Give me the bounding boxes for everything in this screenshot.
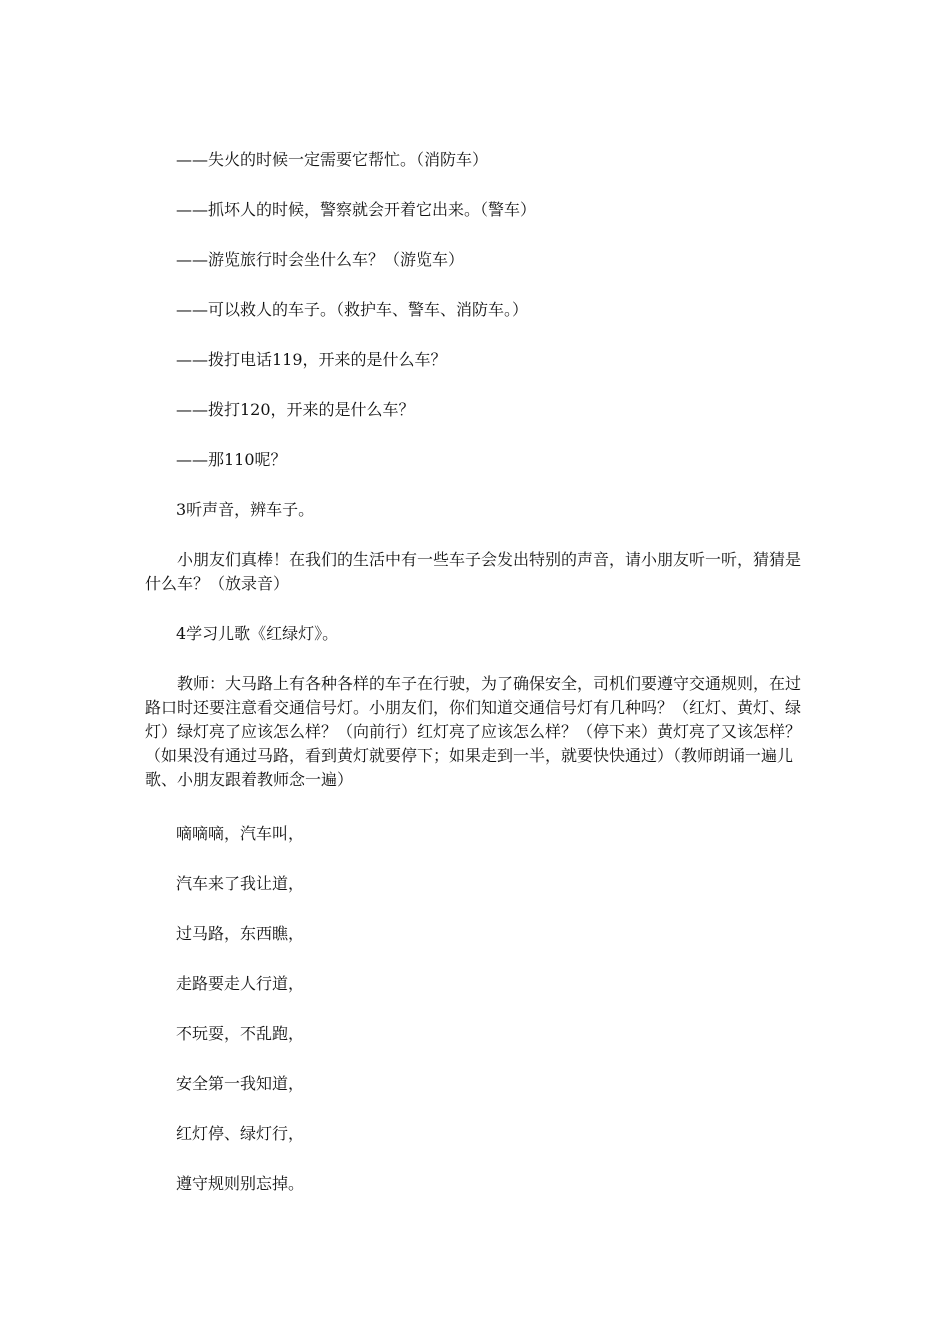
song-line: 不玩耍，不乱跑， [176,1024,305,1043]
song-line: 安全第一我知道， [176,1074,305,1093]
qa-line-fire-truck: ——失火的时候一定需要它帮忙。（消防车） [176,150,489,169]
section-heading-listen: 3听声音，辨车子。 [176,500,315,519]
qa-line-rescue-vehicles: ——可以救人的车子。（救护车、警车、消防车。） [176,300,529,319]
qa-line-119: ——拨打电话119，开来的是什么车？ [176,350,447,369]
qa-line-110: ——那110呢？ [176,450,287,469]
song-line: 走路要走人行道， [176,974,305,993]
song-line: 过马路，东西瞧， [176,924,305,943]
qa-line-tour-bus: ——游览旅行时会坐什么车？（游览车） [176,250,465,269]
section-heading-song: 4学习儿歌《红绿灯》。 [176,624,339,643]
song-line: 遵守规则别忘掉。 [176,1174,305,1193]
qa-line-police-car: ——抓坏人的时候，警察就会开着它出来。（警车） [176,200,537,219]
paragraph-sound: 小朋友们真棒！在我们的生活中有一些车子会发出特别的声音，请小朋友听一听，猜猜是什么车？（放录音） [145,550,802,593]
qa-line-120: ——拨打120，开来的是什么车？ [176,400,415,419]
song-line: 嘀嘀嘀，汽车叫， [176,824,305,843]
song-line: 汽车来了我让道， [176,874,305,893]
song-line: 红灯停、绿灯行， [176,1124,305,1143]
paragraph-teacher: 教师：大马路上有各种各样的车子在行驶，为了确保安全，司机们要遵守交通规则，在过路口时还要注意看交通信号灯。小朋友们，你们知道交通信号灯有几种吗？（红灯、黄灯、绿灯）绿灯亮了应该怎么样？（向前行）红灯亮了应该怎么样？（停下来）黄灯亮了又该怎样？（如果没有通过马路，看到黄灯就要停下；如果走到一半，就要快快通过）（教师朗诵一遍儿歌、小朋友跟着教师念一遍） [145,674,802,789]
